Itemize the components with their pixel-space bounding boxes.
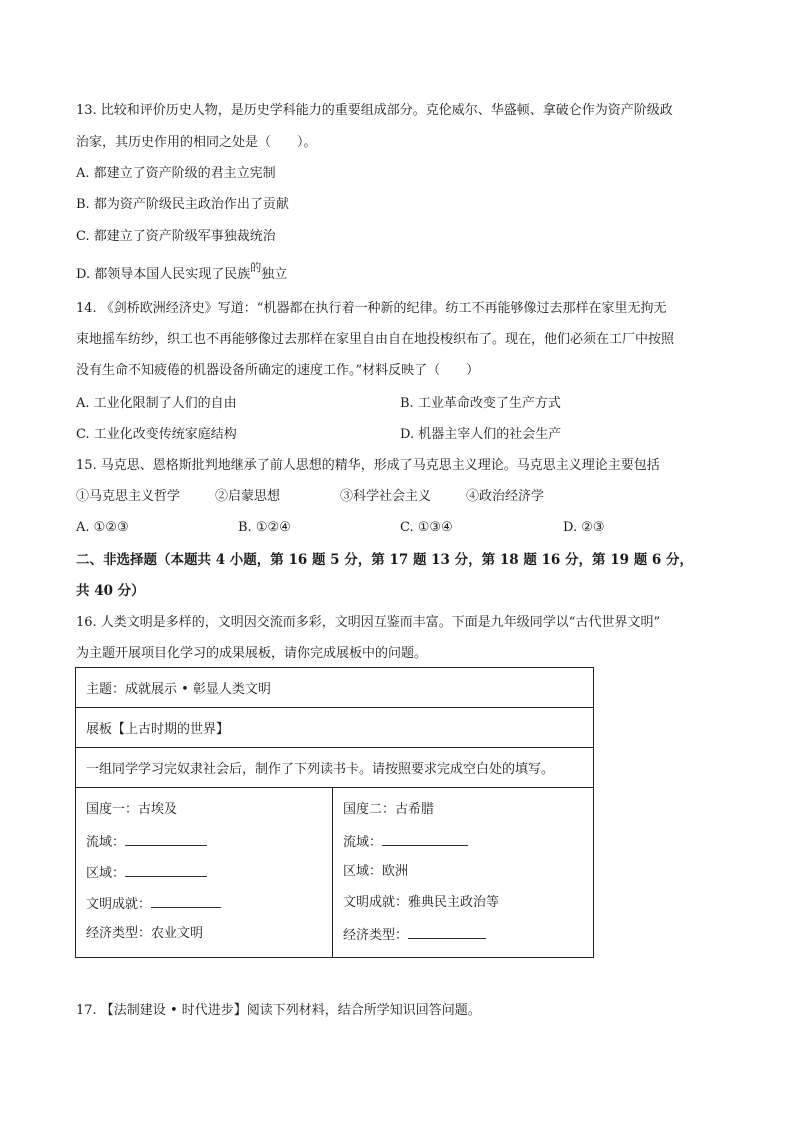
board-panel-title: 展板【上古时期的世界】	[86, 722, 230, 737]
q15-option-a: A. ①②③	[76, 520, 129, 535]
q15-item-1: ①马克思主义哲学	[76, 489, 181, 504]
q14-stem-line1: 14. 《剑桥欧洲经济史》写道：“机器都在执行着一种新的纪律。纺工不再能够像过去那样在家里无拘无	[76, 301, 667, 316]
q13-option-d-superscript: 的	[250, 261, 262, 274]
exhibition-board-table	[75, 667, 594, 958]
egypt-region-row	[86, 863, 322, 881]
q14-option-b: B. 工业革命改变了生产方式	[400, 396, 561, 411]
greece-achievement-label: 文明成就：	[343, 895, 409, 910]
egypt-achievement-row	[86, 894, 322, 912]
q17-stem: 17. 【法制建设 • 时代进步】阅读下列材料，结合所学知识回答问题。	[76, 1003, 481, 1018]
egypt-achievement-label: 文明成就：	[86, 897, 152, 912]
q15-item-2: ②启蒙思想	[215, 489, 281, 504]
egypt-region-label: 区域：	[86, 866, 126, 881]
q14-option-a: A. 工业化限制了人们的自由	[76, 396, 237, 411]
egypt-basin-row	[86, 832, 322, 850]
q13-option-b: B. 都为资产阶级民主政治作出了贡献	[76, 197, 289, 212]
greece-region-value: 欧洲	[382, 864, 409, 879]
q15-option-d: D. ②③	[563, 520, 605, 535]
q15-item-4: ④政治经济学	[466, 489, 545, 504]
egypt-economy-row	[86, 925, 322, 943]
q15-stem: 15. 马克思、恩格斯批判地继承了前人思想的精华，形成了马克思主义理论。马克思主义理论主要包括	[76, 458, 660, 473]
board-instruction: 一组同学学习完奴隶社会后，制作了下列读书卡。请按照要求完成空白处的填写。	[86, 762, 555, 777]
section-heading-line2: 共 40 分）	[76, 583, 145, 599]
greece-country: 国度二：古希腊	[343, 802, 435, 817]
greece-achievement-value: 雅典民主政治等	[408, 895, 500, 910]
q13-stem-line2: 治家，其历史作用的相同之处是（ ）。	[76, 135, 317, 150]
q15-option-c: C. ①③④	[400, 520, 453, 535]
q13-option-d-text: D. 都领导本国人民实现了民族	[76, 267, 251, 282]
board-theme: 主题：成就展示 • 彰显人类文明	[86, 682, 271, 697]
q13-option-d	[76, 261, 288, 284]
reading-card-egypt	[76, 788, 333, 958]
q13-option-d-text-end: 独立	[261, 267, 288, 282]
egypt-achievement-blank[interactable]	[151, 894, 221, 908]
egypt-basin-blank[interactable]	[125, 832, 207, 846]
greece-economy-row	[343, 925, 583, 943]
greece-economy-blank[interactable]	[408, 925, 486, 939]
reading-card-greece	[333, 788, 594, 958]
greece-achievement-row	[343, 894, 583, 912]
egypt-economy-label: 经济类型：	[86, 926, 152, 941]
board-panel-cell	[76, 708, 594, 748]
q14-stem-line3: 没有生命不知疲倦的机器设备所确定的速度工作。”材料反映了（ ）	[76, 363, 480, 378]
greece-region-label: 区域：	[343, 864, 383, 879]
greece-basin-row	[343, 832, 583, 850]
greece-basin-label: 流域：	[343, 835, 383, 850]
q15-item-3: ③科学社会主义	[340, 489, 432, 504]
greece-region-row	[343, 863, 583, 881]
q13-option-c: C. 都建立了资产阶级军事独裁统治	[76, 229, 276, 244]
egypt-country: 国度一：古埃及	[86, 802, 178, 817]
egypt-economy-value: 农业文明	[151, 926, 204, 941]
egypt-basin-label: 流域：	[86, 835, 126, 850]
q16-stem-line1: 16. 人类文明是多样的，文明因交流而多彩，文明因互鉴而丰富。下面是九年级同学以“古代世界文明”	[76, 615, 661, 630]
q16-stem-line2: 为主题开展项目化学习的成果展板，请你完成展板中的问题。	[76, 646, 428, 661]
board-theme-cell	[76, 668, 594, 708]
egypt-region-blank[interactable]	[125, 863, 207, 877]
q13-stem-line1: 13. 比较和评价历史人物，是历史学科能力的重要组成部分。克伦威尔、华盛顿、拿破仑作为资产阶级政	[76, 103, 673, 118]
q14-option-d: D. 机器主宰人们的社会生产	[400, 427, 562, 442]
q14-option-c: C. 工业化改变传统家庭结构	[76, 427, 237, 442]
board-instruction-cell	[76, 748, 594, 788]
q15-option-b: B. ①②④	[238, 520, 291, 535]
q14-stem-line2: 束地摇车纺纱，织工也不再能够像过去那样在家里自由自在地投梭织布了。现在，他们必须在工厂中按照	[76, 332, 675, 347]
section-heading-line1: 二、非选择题（本题共 4 小题，第 16 题 5 分，第 17 题 13 分，第 18 题 16 分，第 19 题 6 分，	[76, 552, 693, 568]
greece-basin-blank[interactable]	[382, 832, 468, 846]
greece-economy-label: 经济类型：	[343, 928, 409, 943]
q13-option-a: A. 都建立了资产阶级的君主立宪制	[76, 166, 276, 181]
